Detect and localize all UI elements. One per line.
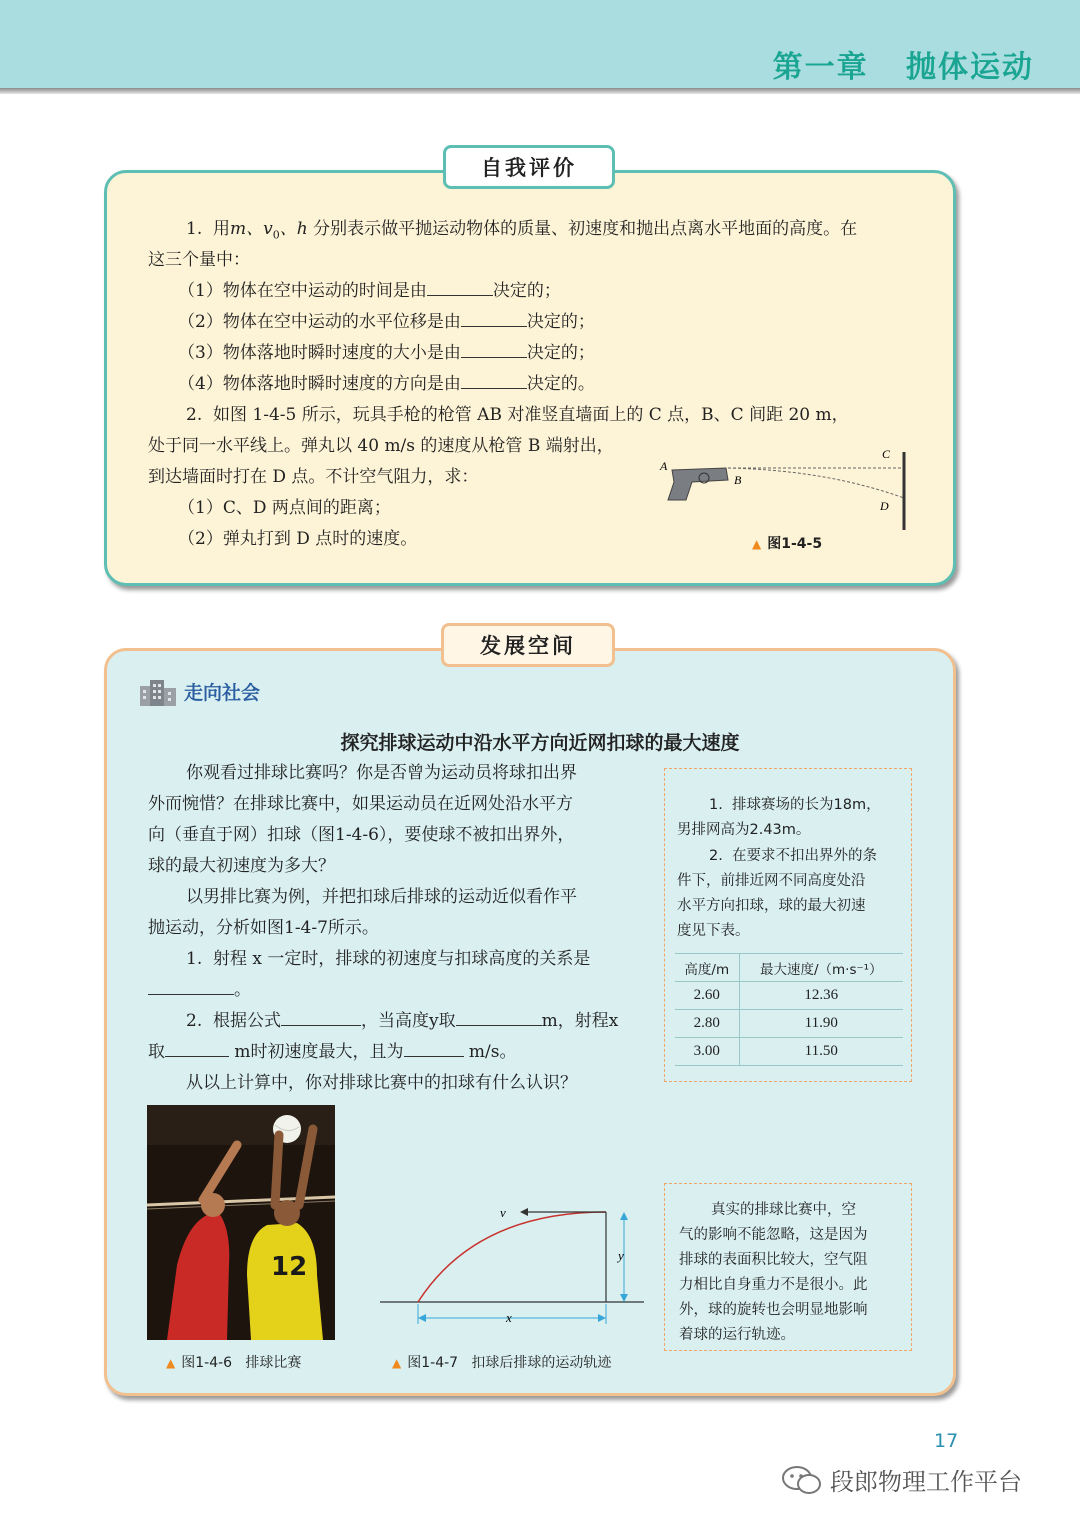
p1-line2: 外而惋惜？在排球比赛中，如果运动员在近网处沿水平方 — [148, 794, 573, 814]
label-b: B — [734, 473, 742, 487]
question2-line1: 2. 根据公式 ，当高度y取 m，射程x — [186, 1011, 619, 1031]
side-note-line5: 水平方向扣球，球的最大初速 — [677, 898, 866, 914]
p1-line1: 你观看过排球比赛吗？你是否曾为运动员将球扣出界 — [186, 763, 577, 783]
figure-1-4-7-caption: ▲ 图1-4-7 扣球后排球的运动轨迹 — [392, 1355, 612, 1371]
development-title: 探究排球运动中沿水平方向近网扣球的最大速度 — [340, 732, 740, 754]
table-row: 2.80 11.90 — [675, 1010, 903, 1038]
side-note2-line3: 排球的表面积比较大，空气阻 — [679, 1252, 868, 1268]
ball-trajectory — [418, 1212, 606, 1302]
question3: 从以上计算中，你对排球比赛中的扣球有什么认识？ — [186, 1073, 577, 1093]
q1-part4: （4）物体落地时瞬时速度的方向是由 决定的。 — [178, 374, 595, 394]
label-c: C — [882, 447, 891, 461]
figure-1-4-7-trajectory — [376, 1200, 648, 1330]
q1-part1: （1）物体在空中运动的时间是由 决定的； — [178, 281, 561, 301]
toy-gun-icon — [668, 468, 728, 500]
p1-line4: 球的最大初速度为多大？ — [148, 856, 335, 876]
header-shadow — [0, 88, 1080, 94]
q1-line1: 1. 用m、$v_0$、h 分别表示做平抛运动物体的质量、初速度和抛出点离水平地面的高度。在 — [186, 219, 858, 242]
q2-part1: （1）C、D 两点间的距离； — [178, 498, 391, 518]
p2-line2: 抛运动，分析如图1-4-7所示。 — [148, 918, 379, 938]
page-number: 17 — [934, 1430, 959, 1452]
q2-line1: 2. 如图 1-4-5 所示，玩具手枪的枪管 AB 对准竖直墙面上的 C 点，B、C 间距 20 m， — [186, 405, 849, 425]
max-speed-table — [675, 953, 903, 1066]
watermark-text: 段郎物理工作平台 — [830, 1468, 1022, 1496]
side-note-air-resistance-box — [664, 1183, 912, 1351]
side-note-line2: 男排网高为2.43m。 — [677, 822, 811, 838]
table-row: 2.60 12.36 — [675, 982, 903, 1010]
side-note2-line2: 气的影响不能忽略，这是因为 — [679, 1227, 868, 1243]
label-a: A — [660, 459, 668, 473]
figure-1-4-6-caption: ▲ 图1-4-6 排球比赛 — [166, 1355, 302, 1371]
triangle-icon: ▲ — [166, 1356, 176, 1370]
triangle-icon: ▲ — [392, 1356, 402, 1370]
trajectory-bd — [728, 468, 904, 498]
side-note-line4: 件下，前排近网不同高度处沿 — [677, 873, 866, 889]
side-note-line3: 2. 在要求不扣出界外的条 — [709, 848, 878, 864]
q2-line2: 处于同一水平线上。弹丸以 40 m/s 的速度从枪管 B 端射出， — [148, 436, 614, 456]
q2-line3: 到达墙面时打在 D 点。不计空气阻力，求： — [148, 467, 479, 487]
side-note-data-box — [664, 768, 912, 1082]
q1-line2: 这三个量中： — [148, 250, 250, 270]
table-row: 3.00 11.50 — [675, 1038, 903, 1066]
label-d: D — [880, 499, 889, 513]
table-header-speed: 最大速度/（m·s⁻¹） — [739, 954, 903, 982]
p1-line3: 向（垂直于网）扣球（图1-4-6），要使球不被扣出界外， — [148, 825, 575, 845]
side-note2-line1: 真实的排球比赛中，空 — [711, 1202, 856, 1218]
label-v: v — [500, 1205, 506, 1220]
side-note2-line5: 外，球的旋转也会明显地影响 — [679, 1302, 868, 1318]
side-note-line1: 1. 排球赛场的长为18m， — [709, 797, 881, 813]
p2-line1: 以男排比赛为例，并把扣球后排球的运动近似看作平 — [186, 887, 577, 907]
velocity-arrow-icon — [520, 1208, 528, 1216]
q1-part3: （3）物体落地时瞬时速度的大小是由 决定的； — [178, 343, 595, 363]
q1-part2: （2）物体在空中运动的水平位移是由 决定的； — [178, 312, 595, 332]
section-tag-society: 走向社会 — [184, 682, 261, 704]
volleyball-photo — [147, 1105, 335, 1340]
q2-part2: （2）弹丸打到 D 点时的速度。 — [178, 529, 418, 549]
question1-line2: 。 — [148, 979, 251, 1001]
question2-line2: 取 m时初速度最大，且为 m/s。 — [148, 1042, 517, 1062]
figure-1-4-5-caption: ▲ 图1-4-5 — [752, 536, 823, 552]
figure-1-4-5 — [656, 444, 920, 538]
label-y: y — [618, 1248, 624, 1263]
triangle-icon: ▲ — [752, 537, 762, 551]
development-tab: 发展空间 — [441, 623, 615, 667]
building-icon — [140, 680, 176, 706]
wechat-icon — [780, 1464, 824, 1496]
chapter-title: 第一章 抛体运动 — [772, 50, 1034, 85]
question1-line1: 1. 射程 x 一定时，排球的初速度与扣球高度的关系是 — [186, 949, 591, 969]
side-note2-line4: 力相比自身重力不是很小。此 — [679, 1277, 868, 1293]
label-x: x — [506, 1310, 512, 1325]
side-note-line6: 度见下表。 — [677, 923, 750, 939]
table-header-height: 高度/m — [675, 954, 739, 982]
jersey-number: 12 — [271, 1252, 308, 1282]
side-note2-line6: 着球的运行轨迹。 — [679, 1327, 795, 1343]
self-evaluation-tab: 自我评价 — [443, 145, 615, 189]
table-header-row — [675, 954, 903, 982]
